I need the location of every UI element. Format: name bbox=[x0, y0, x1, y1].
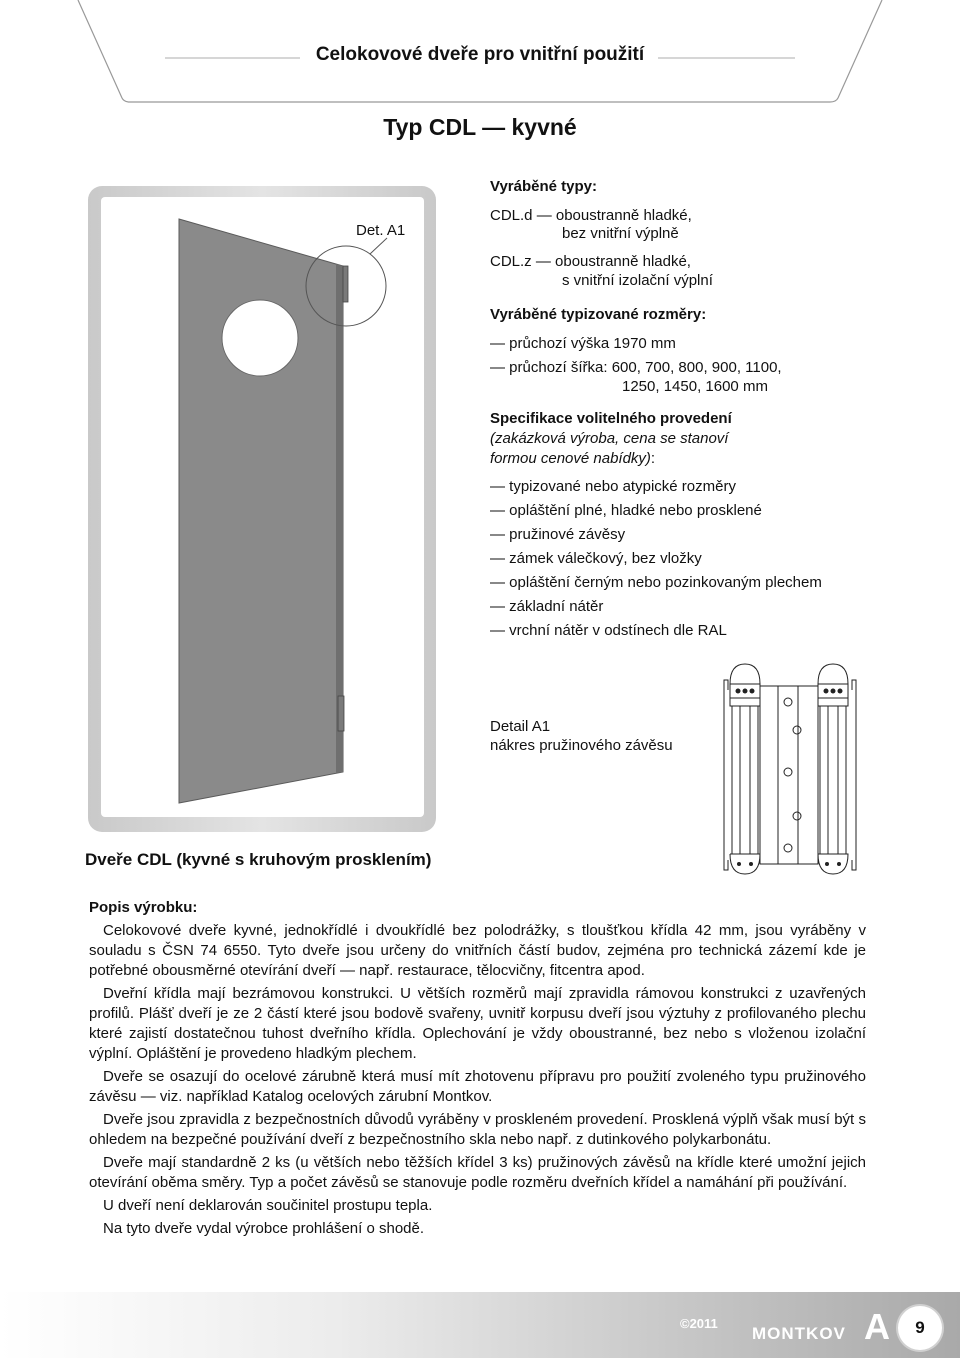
description-paragraph: Dveře mají standardně 2 ks (u větších nebo těžších křídel 3 ks) pružinových závěsů na křídle které umožní jejich otevírání oběma směry. Typ a počet závěsů se stanovuje podle rozměru dveřních křídel a namáhání při používání. bbox=[89, 1154, 866, 1191]
dimension-width-cont: 1250, 1450, 1600 mm bbox=[622, 378, 768, 395]
type-line1: oboustranně hladké, bbox=[555, 253, 691, 270]
description-paragraph: Dveře jsou zpravidla z bezpečnostních důvodů vyráběny v proskleném provedení. Prosklená výplň však musí být s ohledem na bezpečné používání dveří z bezpečnostního skla nebo např. z dutinkového polykarbonátu. bbox=[89, 1111, 866, 1148]
detail-subtitle: nákres pružinového závěsu bbox=[490, 737, 673, 754]
description-paragraph: U dveří není deklarován součinitel prostupu tepla. bbox=[103, 1197, 433, 1214]
option-text: vrchní nátěr v odstínech dle RAL bbox=[509, 622, 727, 639]
options-heading: Specifikace volitelného provedení bbox=[490, 410, 732, 427]
types-heading: Vyráběné typy: bbox=[490, 178, 597, 195]
type-code: CDL.d bbox=[490, 207, 533, 224]
options-note-line2 bbox=[490, 448, 655, 470]
product-description bbox=[89, 898, 866, 1239]
dimension-width-text: průchozí šířka: 600, 700, 800, 900, 1100, bbox=[509, 359, 782, 376]
door-window bbox=[222, 300, 298, 376]
option-item: — opláštění plné, hladké nebo prosklené bbox=[490, 502, 762, 519]
type-code: CDL.z bbox=[490, 253, 532, 270]
option-text: pružinové závěsy bbox=[509, 526, 626, 543]
options-note-text: formou cenové nabídky) bbox=[490, 450, 651, 467]
description-paragraph: Dveřní křídla mají bezrámovou konstrukci. U větších rozměrů mají zpravidla rámovou konstrukci z uzavřených profilů. Plášť dveří je ze 2 částí které jsou bodově svařeny, uvnitř korpusu dveří jsou výztuhy z profilovaného plechu které zajistí dostatečnou tuhost dveřního křídla. Oplechování je vždy oboustranné, bez nebo s vloženou izolační výplní. Opláštění je provedeno hladkým plechem. bbox=[89, 985, 866, 1062]
type-line2: s vnitřní izolační výplní bbox=[562, 272, 713, 289]
option-text: základní nátěr bbox=[509, 598, 604, 615]
door-illustration bbox=[88, 186, 436, 832]
caption-rest: (kyvné s kruhovým prosklením) bbox=[171, 850, 432, 869]
options-note-line1: (zakázková výroba, cena se stanoví bbox=[490, 430, 729, 447]
type-line1: oboustranně hladké, bbox=[555, 207, 692, 224]
page-title: Typ CDL — kyvné bbox=[383, 114, 577, 140]
option-text: typizované nebo atypické rozměry bbox=[509, 478, 736, 495]
description-paragraph: Celokovové dveře kyvné, jednokřídlé i dvoukřídlé bez polodrážky, s tloušťkou křídla 42 mm, jsou vyráběny v souladu s ČSN 74 6550. Tyto dveře jsou určeny do vnitřních částí budov, zejména pro technická zázemí kde je potřebné obousměrné otevírání dveří — např. restaurace, tělocvičny, fitcentra apod. bbox=[89, 922, 866, 979]
figure-caption bbox=[85, 850, 431, 870]
dimension-height-text: průchozí výška 1970 mm bbox=[509, 335, 676, 352]
detail-marker-label: Det. A1 bbox=[356, 222, 406, 239]
caption-bold: Dveře CDL bbox=[85, 850, 172, 869]
detail-title: Detail A1 bbox=[490, 718, 551, 735]
type-item: CDL.d — oboustranně hladké, bbox=[490, 207, 692, 224]
hinge-drawing bbox=[722, 660, 858, 880]
description-paragraph: Na tyto dveře vydal výrobce prohlášení o shodě. bbox=[103, 1220, 425, 1237]
dimensions-heading: Vyráběné typizované rozměry: bbox=[490, 306, 707, 323]
option-item: — opláštění černým nebo pozinkovaným plechem bbox=[490, 574, 822, 591]
brand-logo: MONTKOV bbox=[752, 1324, 846, 1343]
options-note-colon: : bbox=[650, 450, 656, 467]
copyright: ©2011 bbox=[680, 1316, 718, 1331]
option-text: opláštění plné, hladké nebo prosklené bbox=[509, 502, 762, 519]
option-item: — základní nátěr bbox=[490, 598, 604, 615]
description-heading: Popis výrobku: bbox=[89, 899, 198, 916]
option-item: — pružinové závěsy bbox=[490, 526, 626, 543]
option-item: — vrchní nátěr v odstínech dle RAL bbox=[490, 622, 727, 639]
section-title: Celokovové dveře pro vnitřní použití bbox=[315, 44, 645, 65]
option-text: zámek válečkový, bez vložky bbox=[509, 550, 702, 567]
hinge-top bbox=[343, 266, 348, 302]
page-number: 9 bbox=[898, 1306, 942, 1350]
detail-leader bbox=[370, 238, 387, 254]
description-paragraph: Dveře se osazují do ocelové zárubně která musí mít zhotovenu přípravu pro použití zvoleného typu pružinového závěsu — viz. například Katalog ocelových zárubní Montkov. bbox=[89, 1068, 866, 1105]
dimension-width: — průchozí šířka: 600, 700, 800, 900, 1100, bbox=[490, 359, 782, 376]
option-item: — typizované nebo atypické rozměry bbox=[490, 478, 736, 495]
brand-letter: A bbox=[864, 1306, 890, 1347]
option-item: — zámek válečkový, bez vložky bbox=[490, 550, 702, 567]
type-item: CDL.z — oboustranně hladké, bbox=[490, 253, 691, 270]
option-text: opláštění černým nebo pozinkovaným plechem bbox=[509, 574, 822, 591]
type-line2: bez vnitřní výplně bbox=[562, 225, 679, 242]
dimension-height: — průchozí výška 1970 mm bbox=[490, 335, 676, 352]
hinge-bottom bbox=[338, 696, 344, 731]
